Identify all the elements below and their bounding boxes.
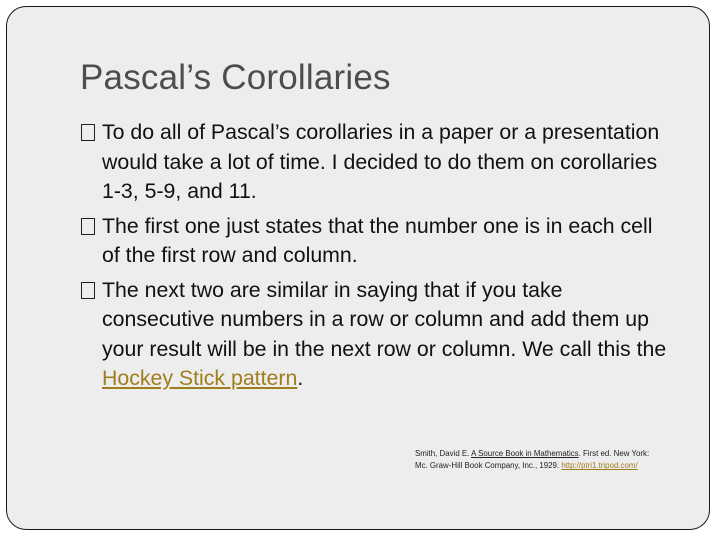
bullet-box-icon xyxy=(81,218,95,235)
bullet-text: To do all of Pascal’s corollaries in a paper or a presentation would take a lot of time. I decided to do them on corollaries 1-3, 5-9, and 11. xyxy=(102,120,660,203)
reference-details: . First ed. New York: Mc. Graw-Hill Book Company, Inc., 1929. xyxy=(415,449,650,471)
reference-author: Smith, David E. xyxy=(415,449,472,458)
bullet-item xyxy=(81,212,671,271)
bullet-list xyxy=(81,118,671,399)
bullet-box-icon xyxy=(81,124,95,141)
reference-citation xyxy=(415,448,655,472)
bullet-text-end: . xyxy=(297,366,304,390)
bullet-box-icon xyxy=(81,282,95,299)
reference-book-title: A Source Book in Mathematics xyxy=(471,449,579,458)
bullet-item xyxy=(81,118,671,207)
bullet-text: The next two are similar in saying that if you take consecutive numbers in a row or column and add them up your result will be in the next row or column. We call this the xyxy=(102,277,667,361)
hockey-stick-link[interactable]: Hockey Stick pattern xyxy=(102,366,298,390)
reference-url-link[interactable]: http://ptri1.tripod.com/ xyxy=(561,461,638,471)
bullet-text: The first one just states that the number one is in each cell of the first row and column. xyxy=(102,213,653,267)
bullet-item xyxy=(81,276,671,394)
slide-title: Pascal’s Corollaries xyxy=(80,58,391,97)
